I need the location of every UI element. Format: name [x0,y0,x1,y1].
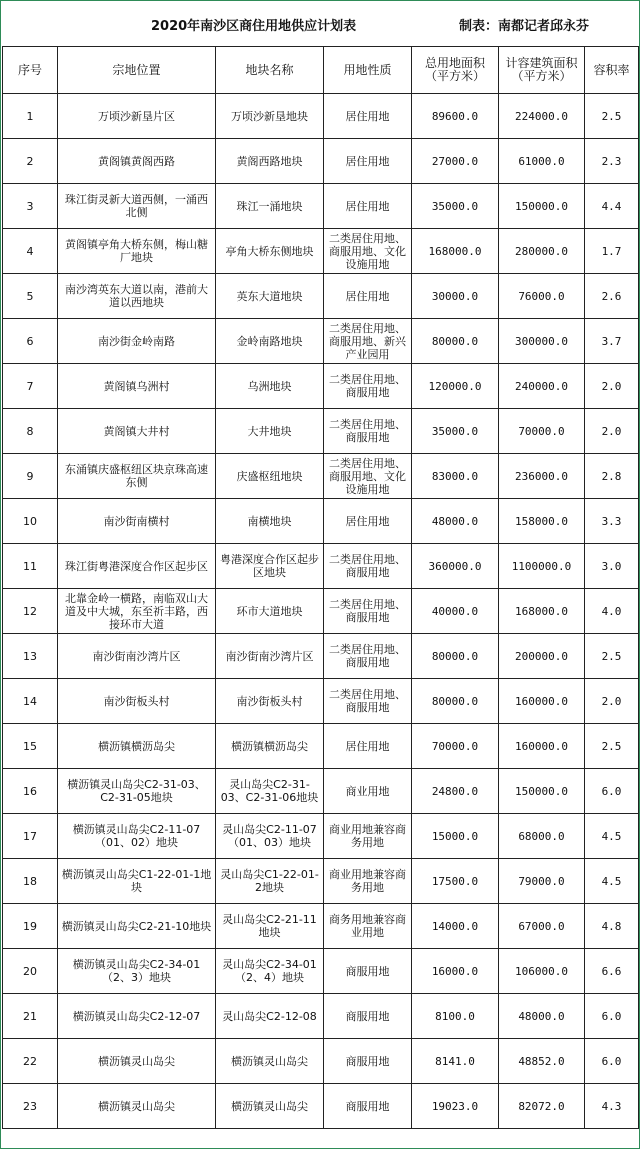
cell-location: 横沥镇灵山岛尖C2-12-07 [58,994,216,1039]
cell-area: 35000.0 [412,409,499,454]
cell-use: 二类居住用地、商服用地 [324,364,412,409]
cell-ratio: 6.6 [585,949,639,994]
cell-floor-area: 68000.0 [499,814,585,859]
cell-area: 120000.0 [412,364,499,409]
cell-use: 商服用地 [324,1039,412,1084]
land-supply-table [2,46,639,1129]
cell-ratio: 6.0 [585,769,639,814]
cell-floor-area: 1100000.0 [499,544,585,589]
cell-name: 灵山岛尖C2-11-07（01、03）地块 [216,814,324,859]
cell-use: 二类居住用地、商服用地 [324,634,412,679]
cell-location: 南沙街金岭南路 [58,319,216,364]
cell-area: 80000.0 [412,634,499,679]
table-row [3,319,639,364]
cell-no: 10 [3,499,58,544]
cell-floor-area: 48852.0 [499,1039,585,1084]
cell-no: 17 [3,814,58,859]
cell-floor-area: 48000.0 [499,994,585,1039]
cell-floor-area: 150000.0 [499,769,585,814]
table-header-row [3,47,639,94]
cell-use: 居住用地 [324,139,412,184]
cell-name: 横沥镇横沥岛尖 [216,724,324,769]
cell-use: 商服用地 [324,1084,412,1129]
cell-use: 二类居住用地、商服用地、新兴产业园用 [324,319,412,364]
cell-name: 灵山岛尖C1-22-01-2地块 [216,859,324,904]
cell-name: 万顷沙新垦地块 [216,94,324,139]
cell-area: 19023.0 [412,1084,499,1129]
cell-name: 金岭南路地块 [216,319,324,364]
cell-location: 珠江街粤港深度合作区起步区 [58,544,216,589]
cell-floor-area: 168000.0 [499,589,585,634]
cell-no: 23 [3,1084,58,1129]
cell-no: 4 [3,229,58,274]
cell-no: 20 [3,949,58,994]
table-row [3,454,639,499]
cell-location: 南沙街南沙湾片区 [58,634,216,679]
header-cell-name: 地块名称 [216,47,324,94]
cell-no: 6 [3,319,58,364]
cell-use: 居住用地 [324,499,412,544]
cell-floor-area: 82072.0 [499,1084,585,1129]
cell-area: 40000.0 [412,589,499,634]
header-cell-area: 总用地面积（平方米） [412,47,499,94]
cell-ratio: 2.5 [585,724,639,769]
cell-name: 珠江一涌地块 [216,184,324,229]
cell-location: 横沥镇灵山岛尖 [58,1084,216,1129]
cell-floor-area: 160000.0 [499,679,585,724]
cell-name: 庆盛枢纽地块 [216,454,324,499]
cell-ratio: 2.0 [585,409,639,454]
table-row [3,814,639,859]
cell-ratio: 4.4 [585,184,639,229]
cell-no: 18 [3,859,58,904]
cell-no: 13 [3,634,58,679]
header-cell-location: 宗地位置 [58,47,216,94]
cell-use: 居住用地 [324,184,412,229]
cell-use: 二类居住用地、商服用地 [324,589,412,634]
cell-name: 大井地块 [216,409,324,454]
cell-location: 黄阁镇亭角大桥东侧，梅山糖厂地块 [58,229,216,274]
cell-area: 15000.0 [412,814,499,859]
cell-no: 12 [3,589,58,634]
cell-area: 24800.0 [412,769,499,814]
cell-area: 70000.0 [412,724,499,769]
cell-no: 14 [3,679,58,724]
cell-ratio: 4.5 [585,814,639,859]
cell-name: 灵山岛尖C2-31-03、C2-31-06地块 [216,769,324,814]
cell-name: 南横地块 [216,499,324,544]
cell-use: 二类居住用地、商服用地、文化设施用地 [324,229,412,274]
cell-use: 商业用地兼容商务用地 [324,859,412,904]
table-row [3,904,639,949]
cell-area: 27000.0 [412,139,499,184]
cell-area: 8141.0 [412,1039,499,1084]
cell-location: 南沙湾英东大道以南，港前大道以西地块 [58,274,216,319]
cell-location: 东涌镇庆盛枢纽区块京珠高速东侧 [58,454,216,499]
table-row [3,679,639,724]
table-row [3,634,639,679]
cell-area: 48000.0 [412,499,499,544]
cell-area: 14000.0 [412,904,499,949]
cell-area: 80000.0 [412,679,499,724]
cell-no: 22 [3,1039,58,1084]
cell-no: 11 [3,544,58,589]
cell-floor-area: 300000.0 [499,319,585,364]
cell-use: 二类居住用地、商服用地 [324,544,412,589]
cell-no: 3 [3,184,58,229]
table-row [3,769,639,814]
cell-use: 二类居住用地、商服用地 [324,409,412,454]
cell-area: 80000.0 [412,319,499,364]
cell-no: 16 [3,769,58,814]
cell-name: 灵山岛尖C2-21-11地块 [216,904,324,949]
title-row [1,1,640,47]
cell-ratio: 4.5 [585,859,639,904]
cell-no: 5 [3,274,58,319]
cell-area: 30000.0 [412,274,499,319]
cell-ratio: 6.0 [585,1039,639,1084]
cell-floor-area: 70000.0 [499,409,585,454]
cell-use: 居住用地 [324,724,412,769]
cell-no: 7 [3,364,58,409]
cell-use: 商业用地兼容商务用地 [324,814,412,859]
cell-area: 35000.0 [412,184,499,229]
header-cell-ratio: 容积率 [585,47,639,94]
cell-ratio: 2.8 [585,454,639,499]
cell-area: 360000.0 [412,544,499,589]
cell-location: 黄阁镇黄阁西路 [58,139,216,184]
cell-area: 83000.0 [412,454,499,499]
table-row [3,724,639,769]
cell-area: 17500.0 [412,859,499,904]
cell-name: 英东大道地块 [216,274,324,319]
cell-no: 1 [3,94,58,139]
author-credit: 制表：南都记者邱永芬 [459,19,590,34]
cell-name: 灵山岛尖C2-34-01（2、4）地块 [216,949,324,994]
cell-ratio: 2.6 [585,274,639,319]
cell-floor-area: 280000.0 [499,229,585,274]
cell-name: 环市大道地块 [216,589,324,634]
cell-no: 2 [3,139,58,184]
table-row [3,139,639,184]
header-cell-floor-area: 计容建筑面积（平方米） [499,47,585,94]
cell-location: 横沥镇灵山岛尖 [58,1039,216,1084]
cell-use: 二类居住用地、商服用地、文化设施用地 [324,454,412,499]
cell-ratio: 2.5 [585,94,639,139]
cell-location: 珠江街灵新大道西侧，一涌西北侧 [58,184,216,229]
table-row [3,184,639,229]
cell-floor-area: 76000.0 [499,274,585,319]
table-row [3,364,639,409]
table-row [3,994,639,1039]
cell-ratio: 2.0 [585,679,639,724]
table-row [3,274,639,319]
cell-area: 8100.0 [412,994,499,1039]
table-row [3,859,639,904]
cell-floor-area: 158000.0 [499,499,585,544]
cell-ratio: 4.0 [585,589,639,634]
cell-ratio: 2.5 [585,634,639,679]
cell-name: 灵山岛尖C2-12-08 [216,994,324,1039]
cell-name: 粤港深度合作区起步区地块 [216,544,324,589]
table-row [3,1084,639,1129]
header-cell-no: 序号 [3,47,58,94]
cell-location: 南沙街南横村 [58,499,216,544]
cell-name: 亭角大桥东侧地块 [216,229,324,274]
cell-floor-area: 160000.0 [499,724,585,769]
table-row [3,94,639,139]
cell-no: 15 [3,724,58,769]
cell-ratio: 2.0 [585,364,639,409]
cell-floor-area: 240000.0 [499,364,585,409]
cell-ratio: 2.3 [585,139,639,184]
table-row [3,409,639,454]
cell-location: 横沥镇灵山岛尖C2-11-07（01、02）地块 [58,814,216,859]
cell-no: 21 [3,994,58,1039]
cell-area: 89600.0 [412,94,499,139]
cell-location: 黄阁镇大井村 [58,409,216,454]
cell-ratio: 4.8 [585,904,639,949]
table-row [3,229,639,274]
cell-location: 横沥镇灵山岛尖C2-21-10地块 [58,904,216,949]
cell-floor-area: 61000.0 [499,139,585,184]
cell-ratio: 3.3 [585,499,639,544]
table-row [3,589,639,634]
cell-use: 商服用地 [324,949,412,994]
cell-location: 黄阁镇乌洲村 [58,364,216,409]
cell-use: 商业用地 [324,769,412,814]
cell-name: 南沙街南沙湾片区 [216,634,324,679]
cell-floor-area: 150000.0 [499,184,585,229]
cell-name: 黄阁西路地块 [216,139,324,184]
cell-area: 16000.0 [412,949,499,994]
table-row [3,544,639,589]
cell-name: 乌洲地块 [216,364,324,409]
cell-ratio: 6.0 [585,994,639,1039]
cell-floor-area: 79000.0 [499,859,585,904]
cell-location: 横沥镇灵山岛尖C1-22-01-1地块 [58,859,216,904]
page-title: 2020年南沙区商住用地供应计划表 [151,19,357,34]
cell-ratio: 3.7 [585,319,639,364]
cell-name: 横沥镇灵山岛尖 [216,1039,324,1084]
cell-use: 二类居住用地、商服用地 [324,679,412,724]
cell-use: 居住用地 [324,94,412,139]
table-row [3,499,639,544]
cell-location: 横沥镇横沥岛尖 [58,724,216,769]
cell-location: 北靠金岭一横路，南临双山大道及中大城，东至祈丰路，西接环市大道 [58,589,216,634]
cell-use: 居住用地 [324,274,412,319]
cell-use: 商务用地兼容商业用地 [324,904,412,949]
cell-ratio: 4.3 [585,1084,639,1129]
cell-floor-area: 67000.0 [499,904,585,949]
cell-use: 商服用地 [324,994,412,1039]
cell-location: 南沙街板头村 [58,679,216,724]
cell-ratio: 3.0 [585,544,639,589]
cell-area: 168000.0 [412,229,499,274]
cell-no: 19 [3,904,58,949]
cell-floor-area: 106000.0 [499,949,585,994]
cell-location: 横沥镇灵山岛尖C2-34-01（2、3）地块 [58,949,216,994]
cell-no: 9 [3,454,58,499]
table-row [3,949,639,994]
cell-name: 南沙街板头村 [216,679,324,724]
cell-location: 万顷沙新垦片区 [58,94,216,139]
cell-floor-area: 236000.0 [499,454,585,499]
cell-floor-area: 224000.0 [499,94,585,139]
cell-no: 8 [3,409,58,454]
cell-ratio: 1.7 [585,229,639,274]
table-row [3,1039,639,1084]
cell-location: 横沥镇灵山岛尖C2-31-03、C2-31-05地块 [58,769,216,814]
cell-name: 横沥镇灵山岛尖 [216,1084,324,1129]
cell-floor-area: 200000.0 [499,634,585,679]
header-cell-use: 用地性质 [324,47,412,94]
